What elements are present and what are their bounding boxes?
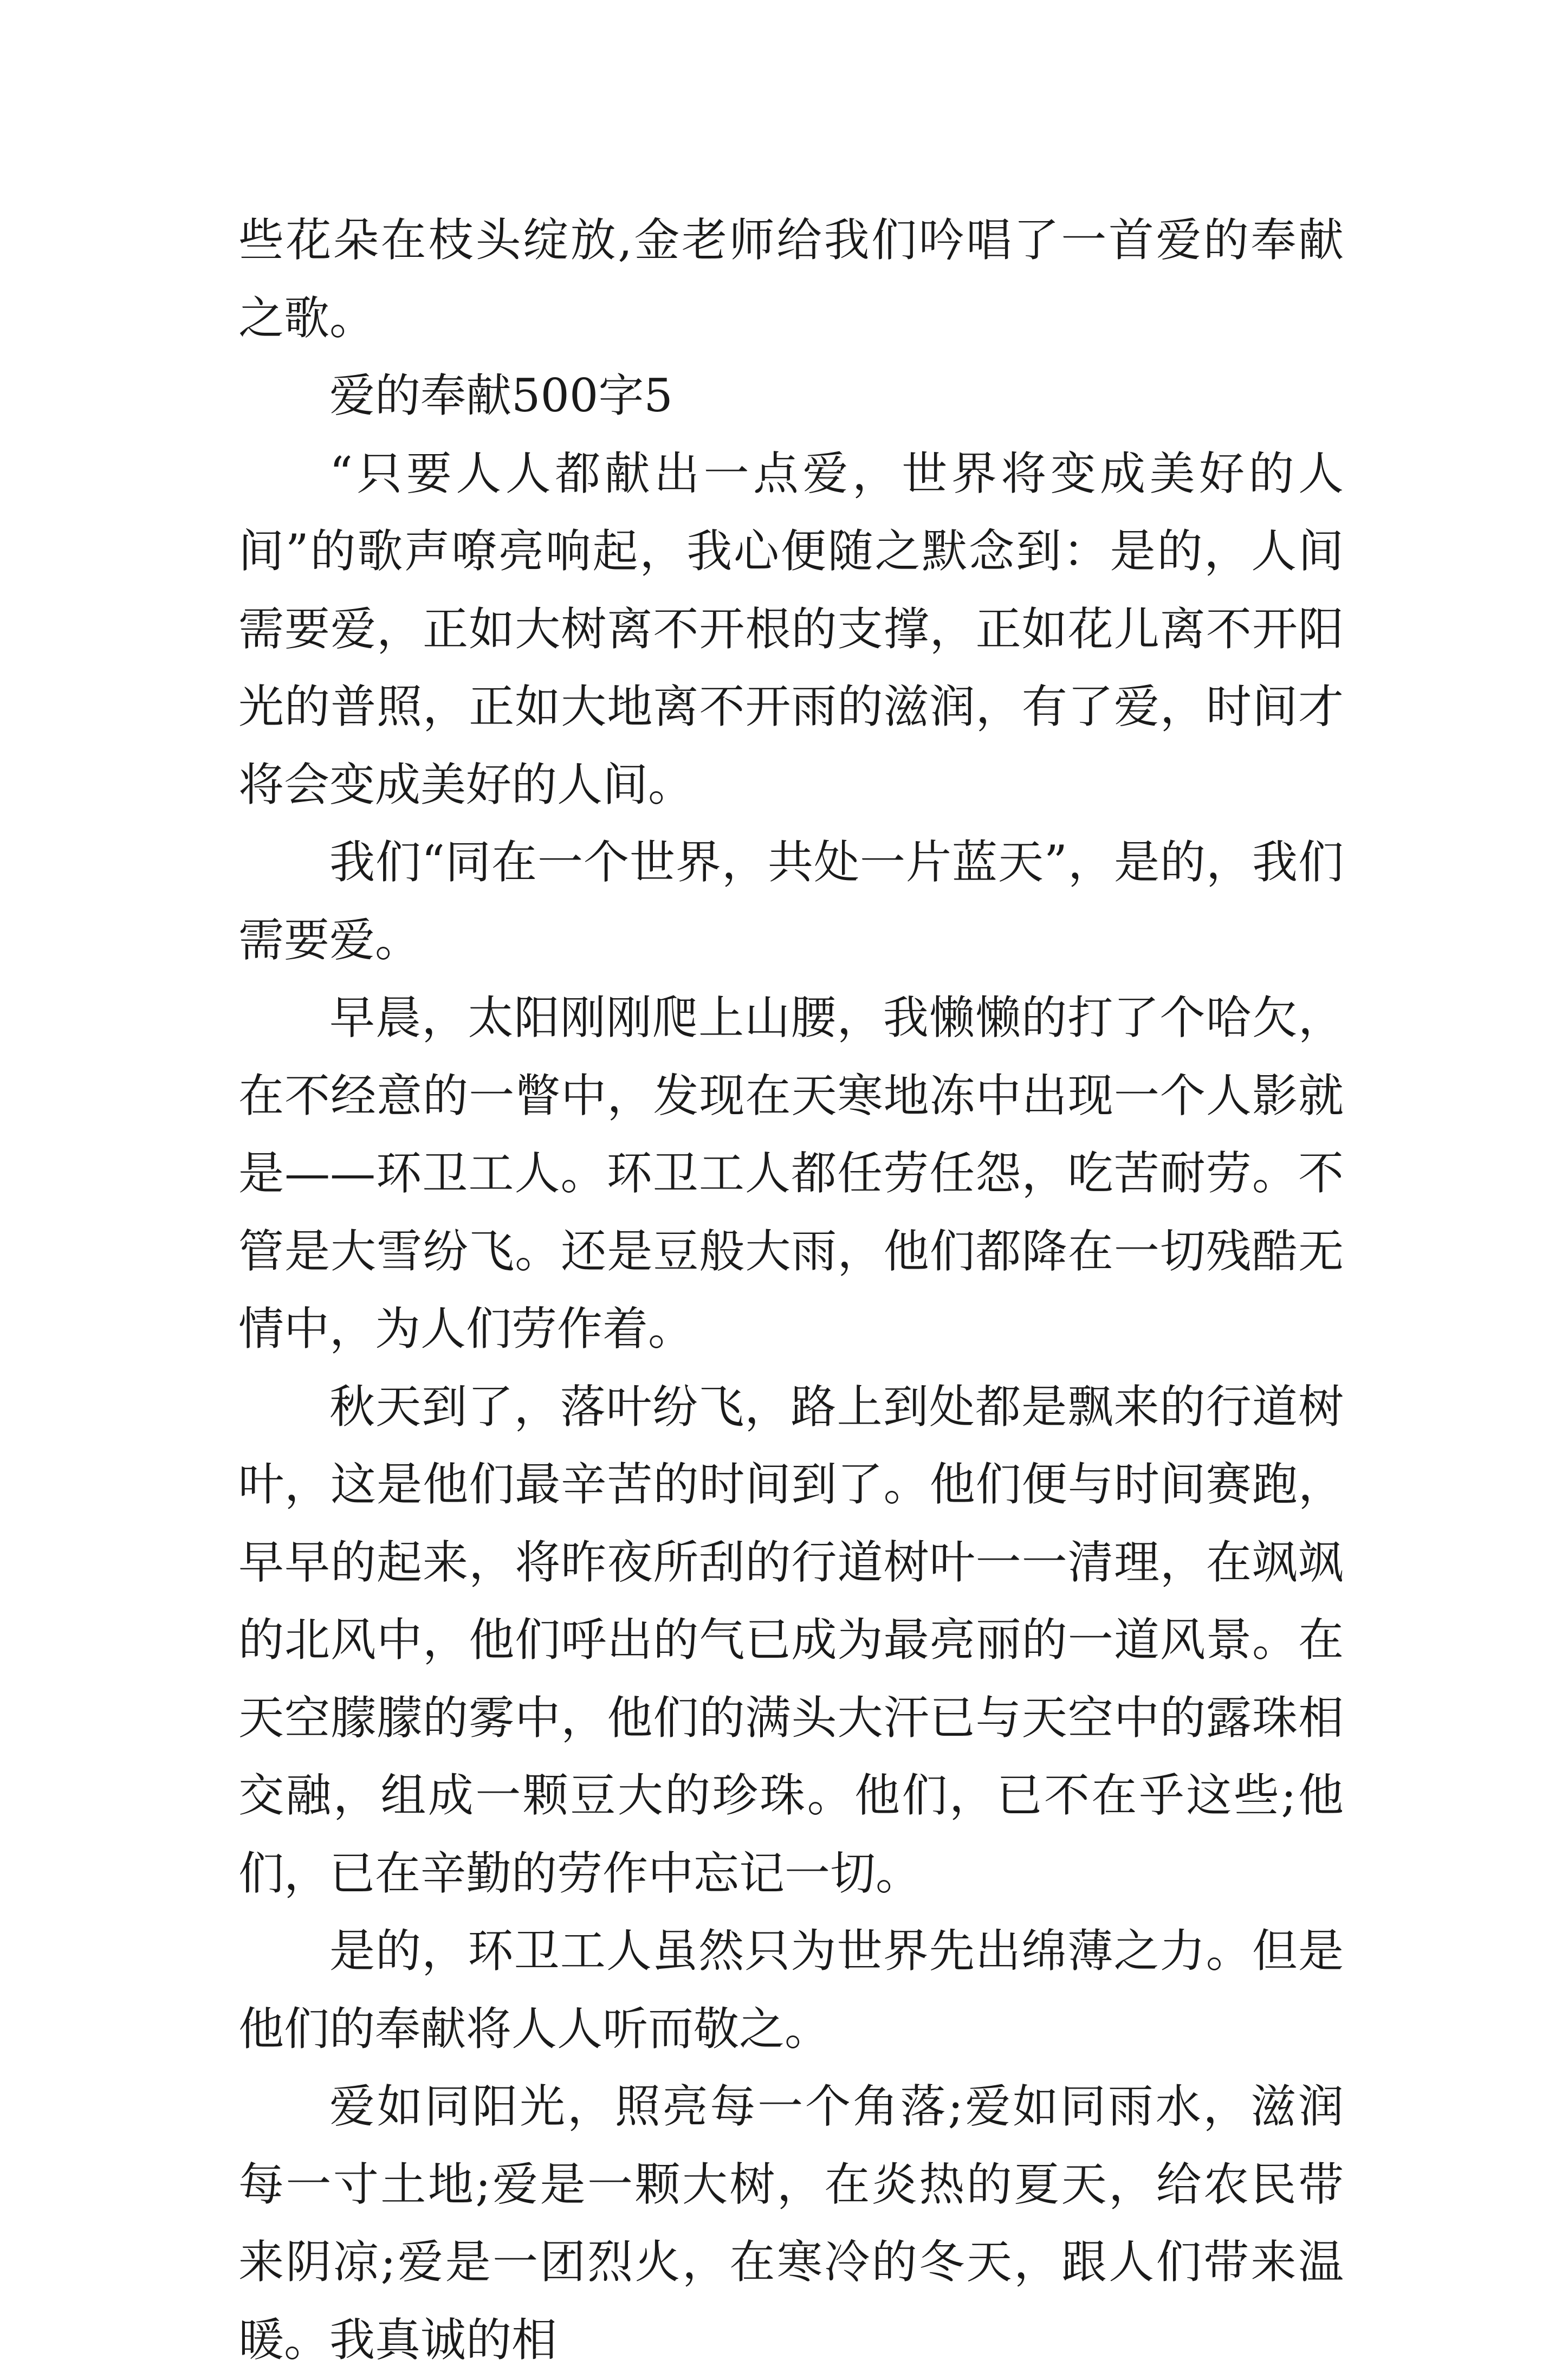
paragraph: “只要人人都献出一点爱，世界将变成美好的人间”的歌声嘹亮响起，我心便随之默念到：是的，人间需要爱，正如大树离不开根的支撑，正如花儿离不开阳光的普照，正如大地离不开雨的滋润，有了爱，时间才将会变成美好的人间。	[238, 447, 1344, 811]
paragraph: 是的，环卫工人虽然只为世界先出绵薄之力。但是他们的奉献将人人听而敬之。	[238, 1924, 1344, 2055]
paragraph: 早晨，太阳刚刚爬上山腰，我懒懒的打了个哈欠，在不经意的一瞥中，发现在天寒地冻中出现一个人影就是——环卫工人。环卫工人都任劳任怨，吃苦耐劳。不管是大雪纷飞。还是豆般大雨，他们都降在一切残酷无情中，为人们劳作着。	[238, 991, 1344, 1355]
document-body	[238, 202, 1344, 2379]
section-heading: 爱的奉献500字5	[329, 369, 673, 422]
paragraph: 爱如同阳光，照亮每一个角落;爱如同雨水，滋润每一寸土地;爱是一颗大树，在炎热的夏天，给农民带来阴凉;爱是一团烈火，在寒冷的冬天，跟人们带来温暖。我真诚的相	[238, 2080, 1344, 2367]
paragraph-continuation: 些花朵在枝头绽放,金老师给我们吟唱了一首爱的奉献之歌。	[238, 214, 1344, 345]
paragraph: 秋天到了，落叶纷飞，路上到处都是飘来的行道树叶，这是他们最辛苦的时间到了。他们便与时间赛跑，早早的起来，将昨夜所刮的行道树叶一一清理，在飒飒的北风中，他们呼出的气已成为最亮丽的一道风景。在天空朦朦的雾中，他们的满头大汗已与天空中的露珠相交融，组成一颗豆大的珍珠。他们，已不在乎这些;他们，已在辛勤的劳作中忘记一切。	[238, 1380, 1344, 1900]
paragraph: 我们“同在一个世界，共处一片蓝天”，是的，我们需要爱。	[238, 836, 1344, 967]
